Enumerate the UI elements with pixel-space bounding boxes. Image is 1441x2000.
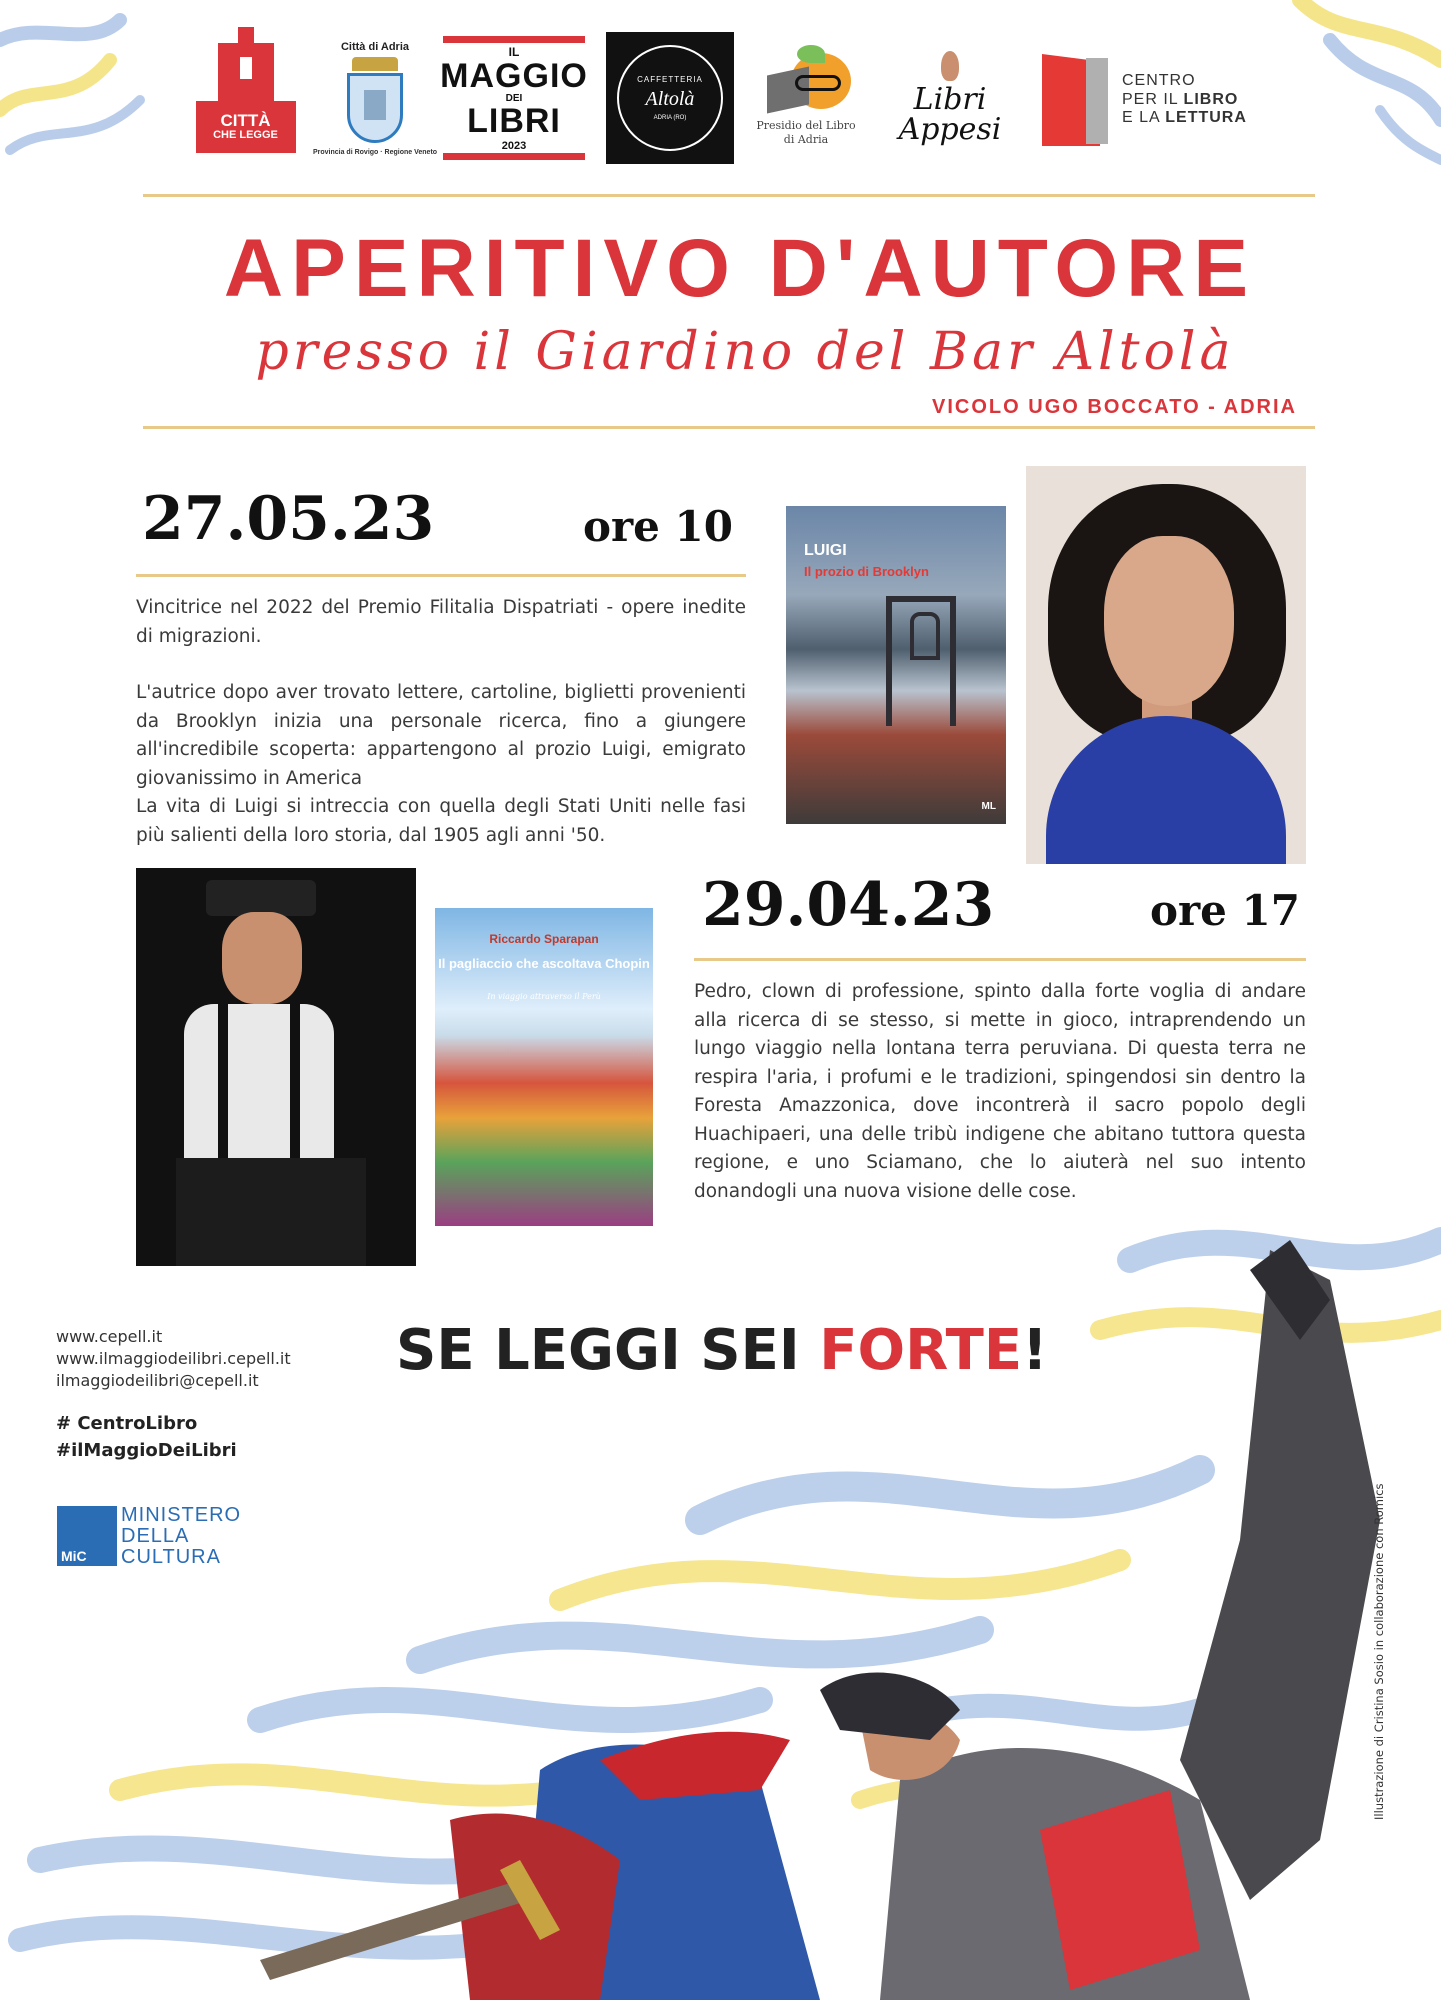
pumpkin-book-icon (761, 49, 851, 115)
ministero-cultura-logo (57, 1504, 257, 1568)
corner-swirl-top-right (1300, 0, 1441, 160)
event1-para1: Vincitrice nel 2022 del Premio Filitalia Dispatriati - opere inedite di migrazioni. (136, 597, 746, 647)
link-maggio-libri[interactable]: www.ilmaggiodeilibri.cepell.it (56, 1349, 291, 1368)
altola-logo-top: CAFFETTERIA (637, 75, 703, 84)
cepell-logo (1042, 48, 1292, 152)
adria-logo-caption: Città di Adria (340, 40, 410, 53)
bridge-illustration (886, 596, 956, 726)
libri-appesi-line2: Appesi (898, 112, 1002, 147)
book2-author: Riccardo Sparapan (489, 932, 599, 946)
book2-title: Il pagliaccio che ascoltava Chopin (438, 956, 650, 971)
ministry-line3: CULTURA (121, 1545, 221, 1568)
event2-date: 29.04.23 (702, 870, 995, 940)
maggio-logo-main1: MAGGIO (440, 56, 588, 95)
presidio-logo-line1: Presidio del Libro (756, 118, 856, 132)
cepell-logo-line3a: E LA (1122, 109, 1166, 127)
event1-para3: La vita di Luigi si intreccia con quella degli Stati Uniti nelle fasi più salienti della loro storia, dal 1905 agli anni '50. (136, 796, 746, 846)
caffetteria-altola-logo (606, 32, 734, 164)
maggio-logo-small: DEI (505, 92, 523, 104)
reader-figure-icon (941, 51, 959, 81)
citta-logo-line1: CITTÀ (220, 111, 271, 131)
link-cepell[interactable]: www.cepell.it (56, 1327, 163, 1346)
event1-rule (136, 574, 746, 577)
tower-icon (218, 43, 274, 101)
event2-time: ore 17 (1150, 886, 1300, 935)
presidio-logo-line2: di Adria (783, 133, 829, 146)
libri-appesi-line1: Libri (913, 82, 987, 117)
presidio-libro-logo (742, 28, 870, 168)
cepell-logo-line1: CENTRO (1122, 72, 1196, 90)
venue-address: VICOLO UGO BOCCATO - ADRIA (932, 396, 1297, 418)
slogan (396, 1318, 1048, 1383)
coat-of-arms-icon (347, 73, 403, 143)
slogan-highlight: FORTE (819, 1318, 1023, 1383)
page-subtitle: presso il Giardino del Bar Altolà (255, 322, 1235, 382)
maggio-logo-top: IL (508, 44, 520, 59)
slogan-part1: SE LEGGI SEI (396, 1318, 820, 1383)
event1-description (136, 594, 746, 850)
heading-rule-bottom (143, 426, 1315, 429)
altola-logo-bottom: ADRIA (RO) (653, 115, 687, 121)
event1-time: ore 10 (583, 502, 733, 551)
citta-di-adria-logo (312, 28, 438, 168)
cepell-book-icon (1042, 50, 1112, 150)
event1-date: 27.05.23 (142, 484, 435, 554)
cepell-logo-line3b: LETTURA (1165, 109, 1247, 127)
libri-appesi-logo (890, 28, 1010, 168)
maggio-logo-year: 2023 (501, 139, 527, 152)
hashtag-centrolibro: # CentroLibro (56, 1413, 198, 1434)
book1-subtitle: Il prozio di Brooklyn (804, 564, 929, 579)
footer-links (56, 1326, 291, 1392)
event2-book-cover (435, 908, 653, 1226)
event1-para2: L'autrice dopo aver trovato lettere, cartoline, biglietti provenienti da Brooklyn inizia una personale ricerca, fino a giungere all'incredibile scoperta: appartengono al prozio Luigi, emigrato giovanissimo in America (136, 682, 746, 789)
ministry-abbr: MiC (61, 1548, 87, 1564)
maggio-logo-main2: LIBRI (467, 101, 561, 140)
event2-rule (694, 958, 1306, 961)
link-email[interactable]: ilmaggiodeilibri@cepell.it (56, 1371, 259, 1390)
event2-author-portrait (136, 868, 416, 1266)
event2-description (694, 978, 1306, 1206)
book1-publisher: ML (981, 801, 996, 812)
cepell-logo-line2b: LIBRO (1183, 90, 1239, 108)
footer-hashtags (56, 1410, 237, 1464)
slogan-part3: ! (1022, 1318, 1048, 1383)
event1-author-portrait (1026, 466, 1306, 864)
event1-book-cover (786, 506, 1006, 824)
citta-logo-line2: CHE LEGGE (213, 129, 278, 142)
book1-title: LUIGI (804, 542, 847, 559)
ministry-line2: DELLA (121, 1524, 190, 1547)
illustration-credit: Illustrazione di Cristina Sosio in collaborazione con Romics (1372, 1483, 1386, 1820)
adria-logo-sub: Provincia di Rovigo · Regione Veneto (312, 148, 438, 156)
ministry-emblem-icon (57, 1506, 117, 1566)
book2-subtitle: In viaggio attraverso il Perù (487, 992, 601, 1001)
corner-swirl-top-left (0, 20, 140, 150)
page-title: APERITIVO D'AUTORE (223, 223, 1257, 314)
crown-icon (352, 57, 398, 71)
event2-para1: Pedro, clown di professione, spinto dalla forte voglia di andare alla ricerca di se stesso, si mette in gioco, intraprendendo un lungo viaggio nella lontana terra peruviana. Di questa terra ne respira l'aria, i profumi e le tradizioni, spingendosi sin dentro la Foresta Amazzonica, dove incontrerà il sacro popolo degli Huachipaeri, una delle tribù indigene che abitano tuttora questa regione, e uno Sciamano, che lo aiuterà nel suo intento donandogli una nuova visione delle cose. (694, 981, 1306, 1202)
ministry-line1: MINISTERO (121, 1503, 242, 1526)
citta-che-legge-logo (183, 28, 308, 168)
altola-logo-name: Altolà (645, 88, 695, 110)
cepell-logo-line2a: PER IL (1122, 90, 1184, 108)
hashtag-maggiodeilibri: #ilMaggioDeiLibri (56, 1440, 237, 1461)
maggio-dei-libri-logo (440, 36, 588, 160)
heading-rule-top (143, 194, 1315, 197)
